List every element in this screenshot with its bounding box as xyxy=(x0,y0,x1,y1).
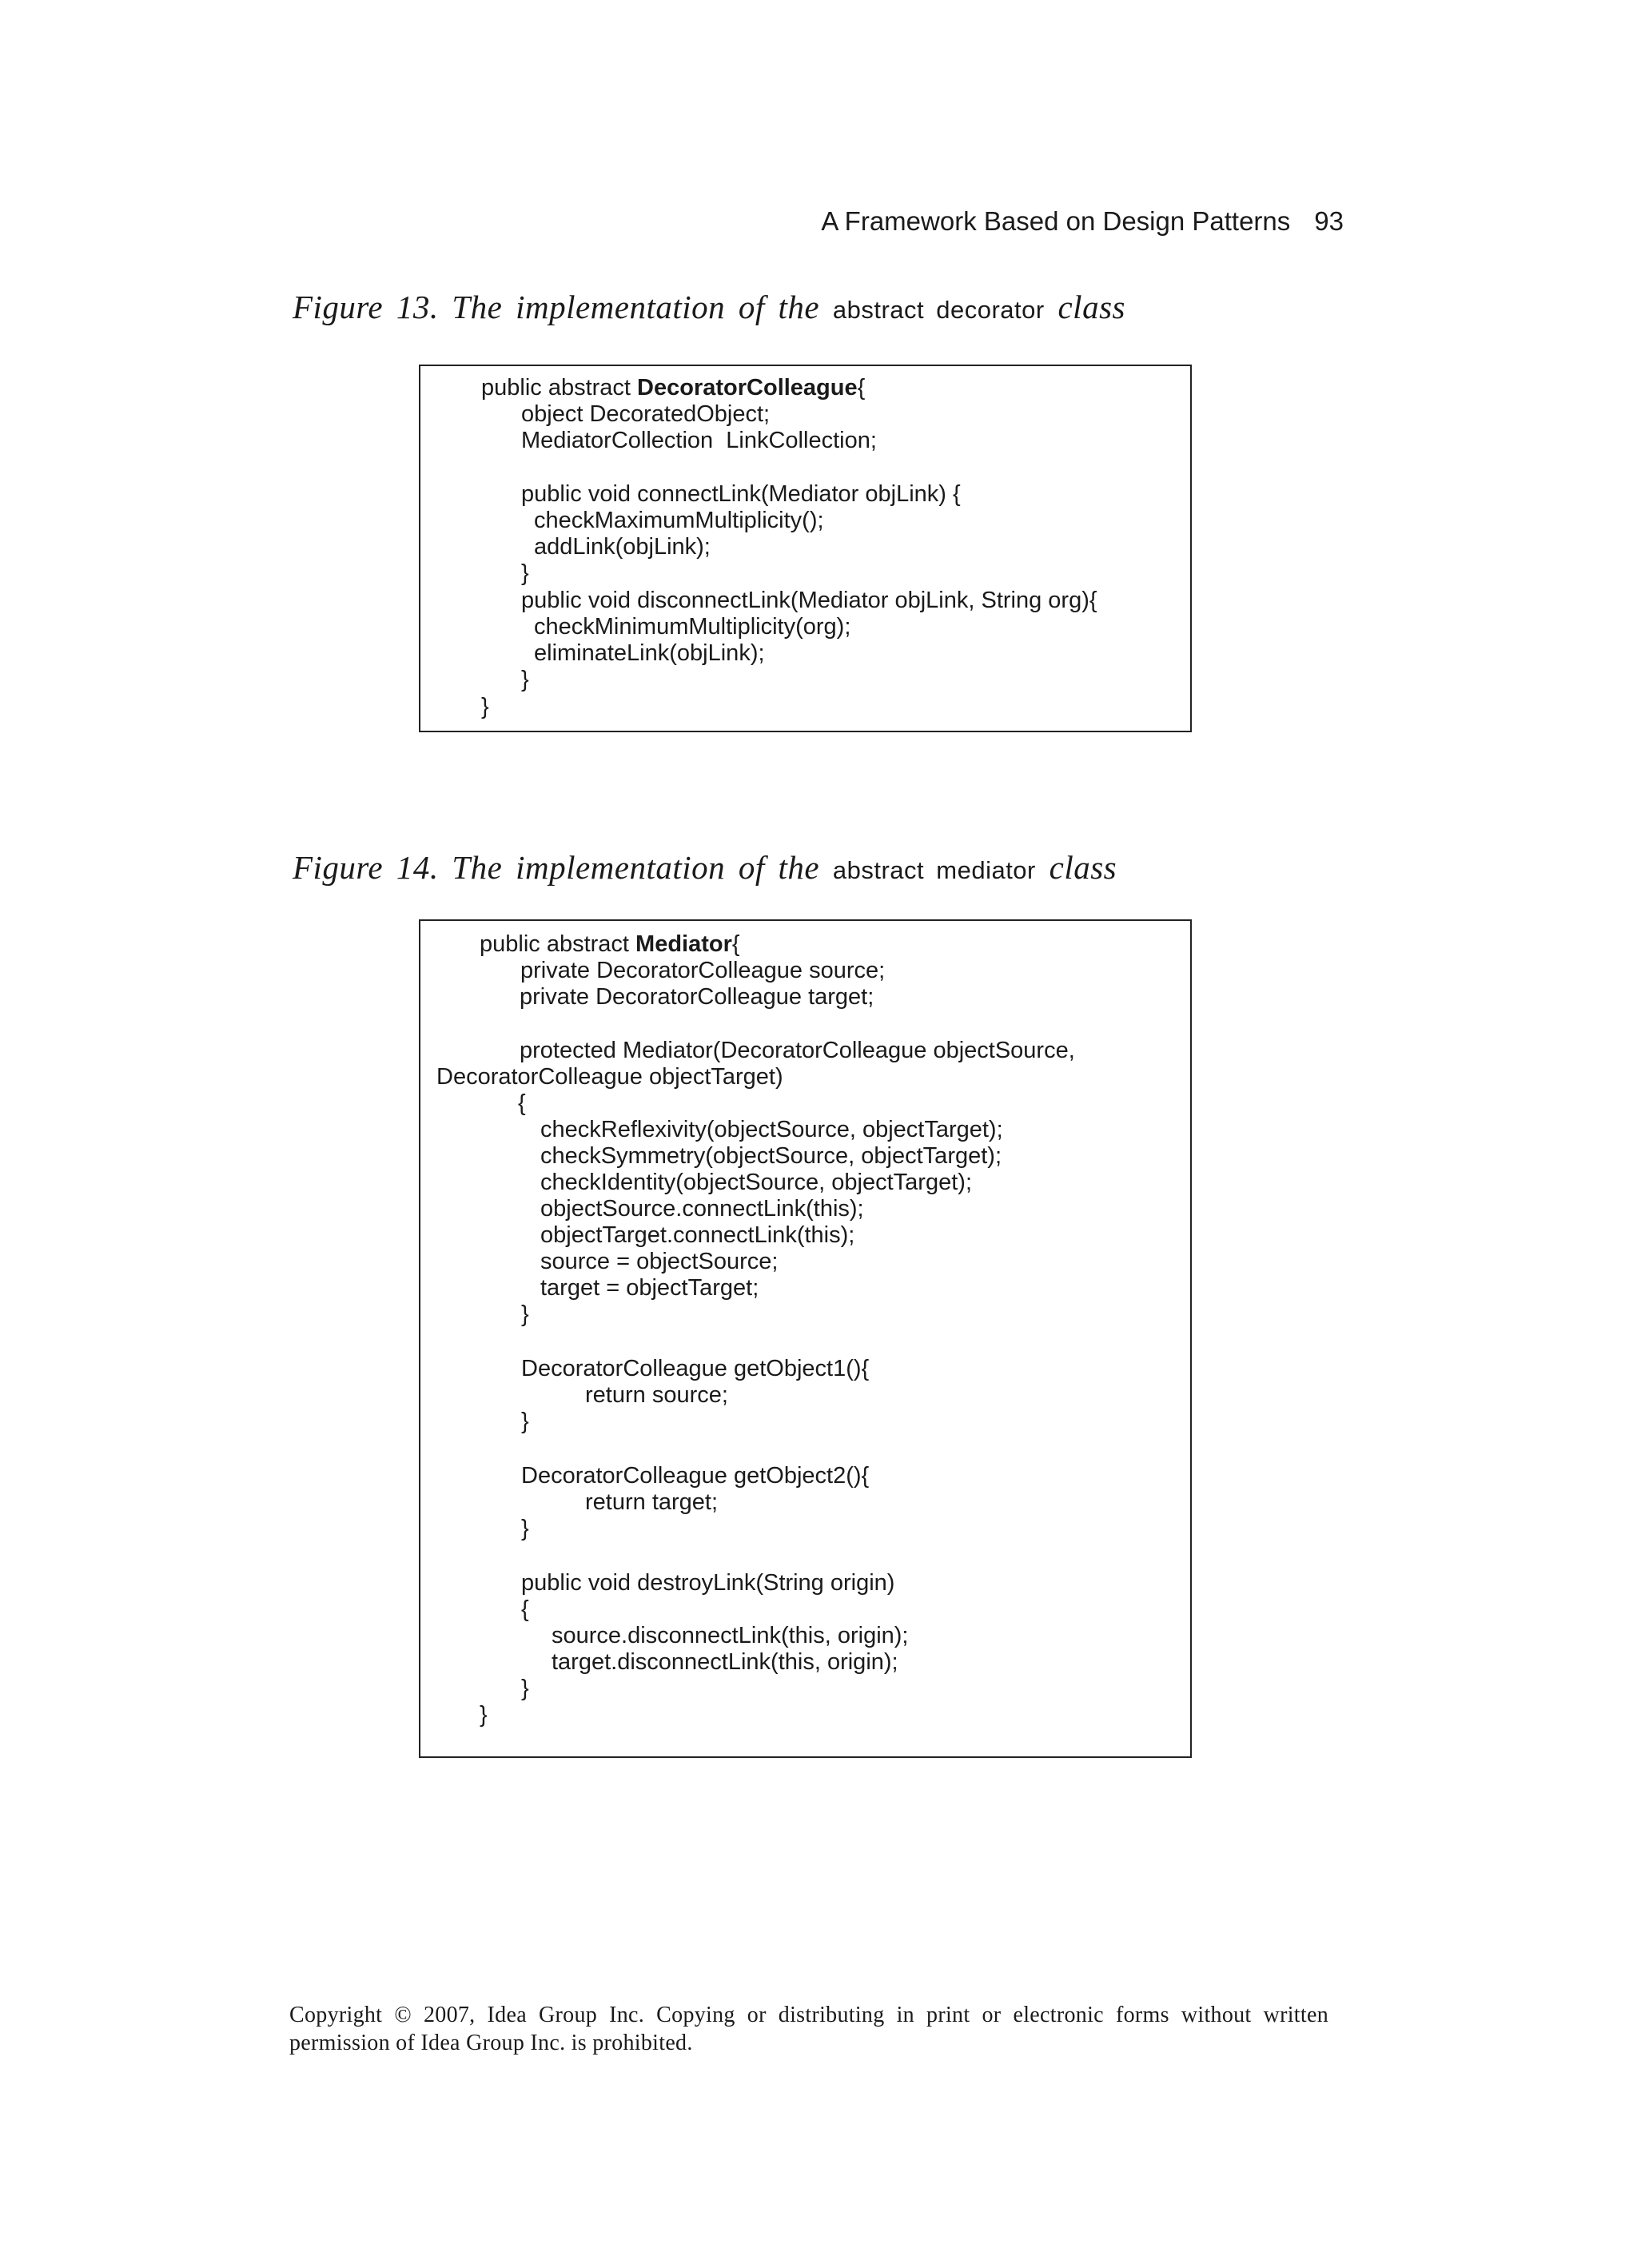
code-line: MediatorCollection LinkCollection; xyxy=(521,428,877,453)
code-line: public abstract Mediator{ xyxy=(480,931,740,957)
caption-text: class xyxy=(1049,849,1117,886)
code-line: { xyxy=(521,1596,529,1622)
code-line: checkReflexivity(objectSource, objectTarget); xyxy=(540,1117,1003,1142)
code-line: addLink(objLink); xyxy=(534,534,711,560)
code-line: checkIdentity(objectSource, objectTarget); xyxy=(540,1170,972,1195)
figure-13-caption xyxy=(293,288,1125,326)
code-line: checkMaximumMultiplicity(); xyxy=(534,508,824,533)
code-line: objectTarget.connectLink(this); xyxy=(540,1222,855,1248)
caption-text: class xyxy=(1057,289,1125,325)
code-line: target.disconnectLink(this, origin); xyxy=(552,1649,898,1675)
figure-14-code-box xyxy=(419,919,1192,1758)
code-line: } xyxy=(521,1301,529,1327)
caption-code: abstract mediator xyxy=(832,856,1036,884)
page-number: 93 xyxy=(1314,206,1344,236)
code-line: } xyxy=(521,1409,529,1434)
code-line: } xyxy=(521,1516,529,1541)
code-line: return source; xyxy=(585,1382,728,1408)
caption-code: abstract decorator xyxy=(832,296,1045,324)
code-line: protected Mediator(DecoratorColleague objectSource, xyxy=(520,1038,1075,1063)
code-line: } xyxy=(521,560,529,586)
code-line: public void destroyLink(String origin) xyxy=(521,1570,895,1596)
caption-text: Figure 13. The implementation of the xyxy=(293,289,820,325)
code-line: DecoratorColleague getObject2(){ xyxy=(521,1463,870,1489)
code-line: DecoratorColleague objectTarget) xyxy=(436,1064,783,1090)
code-line: eliminateLink(objLink); xyxy=(534,640,765,666)
caption-text: Figure 14. The implementation of the xyxy=(293,849,820,886)
code-line: public void connectLink(Mediator objLink) { xyxy=(521,481,961,507)
code-line: { xyxy=(518,1090,526,1116)
running-title: A Framework Based on Design Patterns xyxy=(821,206,1291,236)
code-line: DecoratorColleague getObject1(){ xyxy=(521,1356,870,1381)
code-line: objectSource.connectLink(this); xyxy=(540,1196,864,1222)
running-header xyxy=(821,206,1344,237)
code-line: return target; xyxy=(585,1489,719,1515)
code-line: private DecoratorColleague target; xyxy=(520,984,874,1010)
copyright-notice: Copyright © 2007, Idea Group Inc. Copying or distributing in print or electronic forms without written permission of Idea Group Inc. is prohibited. xyxy=(289,2003,1328,2055)
code-line: public abstract DecoratorColleague{ xyxy=(481,375,866,401)
code-line: target = objectTarget; xyxy=(540,1275,759,1301)
code-line: public void disconnectLink(Mediator objLink, String org){ xyxy=(521,588,1097,613)
code-line: } xyxy=(481,694,489,719)
code-line: } xyxy=(521,1676,529,1701)
code-line: checkSymmetry(objectSource, objectTarget); xyxy=(540,1143,1002,1169)
code-line: object DecoratedObject; xyxy=(521,401,771,427)
code-line: source = objectSource; xyxy=(540,1249,779,1274)
code-line: } xyxy=(480,1702,488,1728)
code-line: source.disconnectLink(this, origin); xyxy=(552,1623,909,1648)
code-line: } xyxy=(521,667,529,692)
figure-14-caption xyxy=(293,848,1117,887)
figure-13-code-box xyxy=(419,365,1192,732)
code-line: checkMinimumMultiplicity(org); xyxy=(534,614,851,640)
code-line: private DecoratorColleague source; xyxy=(520,958,886,983)
